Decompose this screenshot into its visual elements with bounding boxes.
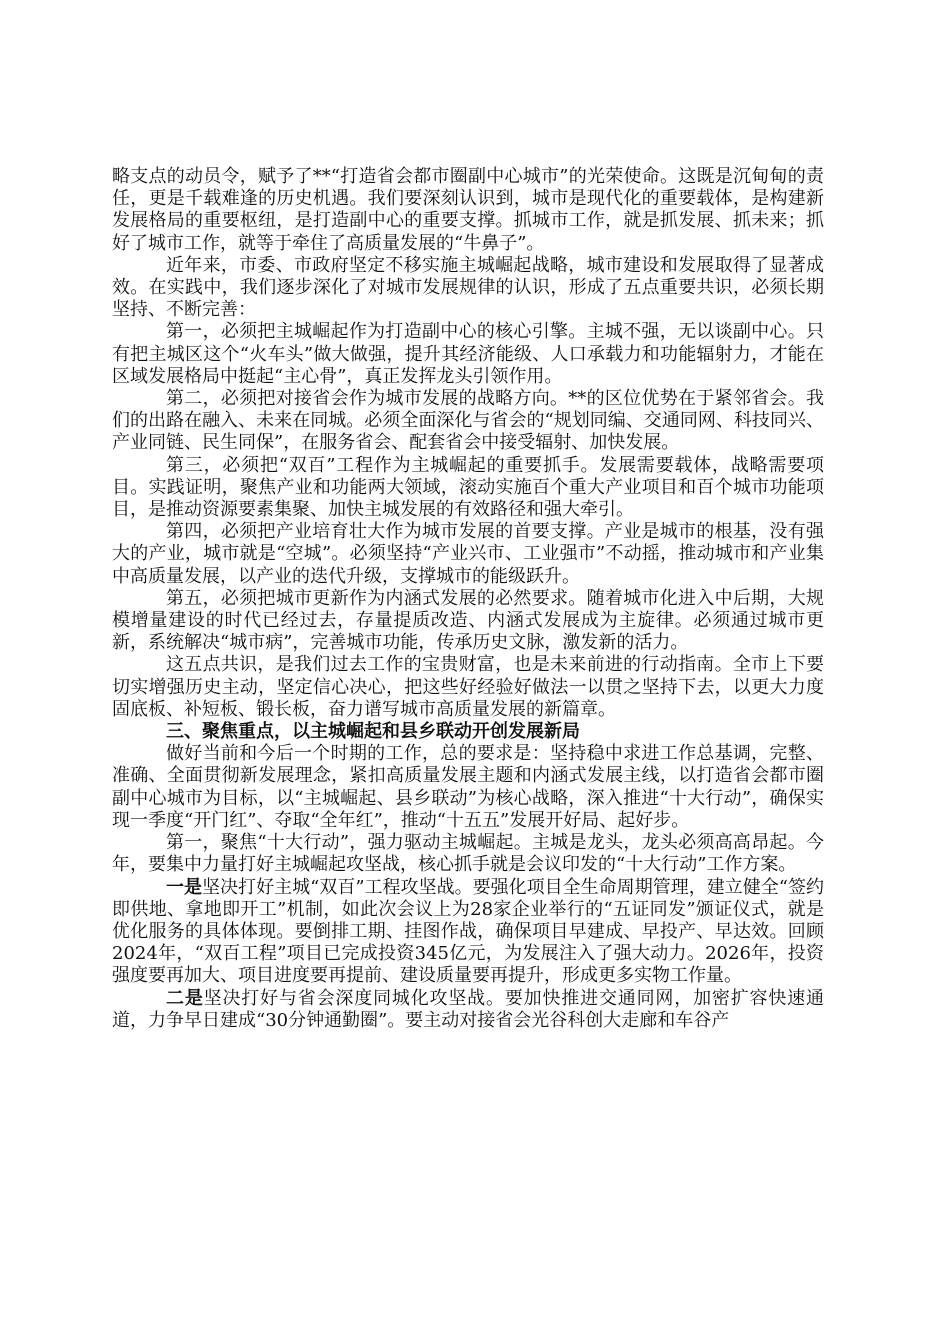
paragraph-achievements: 近年来，市委、市政府坚定不移实施主城崛起战略，城市建设和发展取得了显著成效。在实践中，我们逐步深化了对城市发展规律的认识，形成了五点重要共识，必须长期坚持、不断完善： xyxy=(112,254,824,321)
point-one-text: 坚决打好主城“双百”工程攻坚战。要强化项目全生命周期管理，建立健全“签约即供地、拿地即开工”机制，如此次会议上为28家企业举行的“五证同发”颁证仪式，就是优化服务的具体体现。要倒排工期、挂图作战，确保项目早建成、早投产、早达效。回顾2024年，“双百工程”项目已完成投资345亿元，为发展注入了强大动力。2026年，投资强度要再加大、项目进度要再提前、建设质量要再提升，形成更多实物工作量。 xyxy=(112,876,825,987)
paragraph-general-requirements: 做好当前和今后一个时期的工作，总的要求是：坚持稳中求进工作总基调，完整、准确、全面贯彻新发展理念，紧扣高质量发展主题和内涵式发展主线，以打造省会都市圈副中心城市为目标，以“主城崛起、县乡联动”为核心战略，深入推进“十大行动”，确保实现一季度“开门红”、夺取“全年红”，推动“十五五”发展开好局、起好步。 xyxy=(112,743,824,831)
paragraph-continuation: 略支点的动员令，赋予了**“打造省会都市圈副中心城市”的光荣使命。这既是沉甸甸的责任，更是千载难逢的历史机遇。我们要深刻认识到，城市是现代化的重要载体，是构建新发展格局的重要枢纽，是打造副中心的重要支撑。抓城市工作，就是抓发展、抓未来；抓好了城市工作，就等于牵住了高质量发展的“牛鼻子”。 xyxy=(112,166,824,254)
paragraph-consensus-2: 第二，必须把对接省会作为城市发展的战略方向。**的区位优势在于紧邻省会。我们的出路在融入、未来在同城。必须全面深化与省会的“规划同编、交通同网、科技同兴、产业同链、民生同保”，在服务省会、配套省会中接受辐射、加快发展。 xyxy=(112,388,824,454)
paragraph-ten-actions: 第一，聚焦“十大行动”，强力驱动主城崛起。主城是龙头，龙头必须高高昂起。今年，要集中力量打好主城崛起攻坚战，核心抓手就是会议印发的“十大行动”工作方案。 xyxy=(112,832,824,876)
paragraph-consensus-summary: 这五点共识，是我们过去工作的宝贵财富，也是未来前进的行动指南。全市上下要切实增强历史主动，坚定信心决心，把这些好经验好做法一以贯之坚持下去，以更大力度固底板、补短板、锻长板，奋力谱写城市高质量发展的新篇章。 xyxy=(112,654,824,720)
paragraph-consensus-1: 第一，必须把主城崛起作为打造副中心的核心引擎。主城不强，无以谈副中心。只有把主城区这个“火车头”做大做强，提升其经济能级、人口承载力和功能辐射力，才能在区域发展格局中挺起“主心骨”，真正发挥龙头引领作用。 xyxy=(112,321,824,387)
section-heading: 三、聚焦重点，以主城崛起和县乡联动开创发展新局 xyxy=(166,721,580,743)
paragraph-consensus-4: 第四，必须把产业培育壮大作为城市发展的首要支撑。产业是城市的根基，没有强大的产业，城市就是“空城”。必须坚持“产业兴市、工业强市”不动摇，推动城市和产业集中高质量发展，以产业的迭代升级，支撑城市的能级跃升。 xyxy=(112,521,824,587)
point-one-lead: 一是 xyxy=(166,876,203,898)
document-body xyxy=(112,166,824,1032)
point-two-text: 坚决打好与省会深度同城化攻坚战。要加快推进交通同网，加密扩容快速通道，力争早日建成“30分钟通勤圈”。要主动对接省会光谷科创大走廊和车谷产 xyxy=(112,987,825,1031)
paragraph-consensus-3: 第三，必须把“双百”工程作为主城崛起的重要抓手。发展需要载体，战略需要项目。实践证明，聚焦产业和功能两大领域，滚动实施百个重大产业项目和百个城市功能项目，是推动资源要素集聚、加快主城发展的有效路径和强大牵引。 xyxy=(112,454,824,521)
paragraph-consensus-5: 第五，必须把城市更新作为内涵式发展的必然要求。随着城市化进入中后期，大规模增量建设的时代已经过去，存量提质改造、内涵式发展成为主旋律。必须通过城市更新，系统解决“城市病”，完善城市功能，传承历史文脉，激发新的活力。 xyxy=(112,587,824,654)
paragraph-point-two xyxy=(112,988,824,1032)
paragraph-point-one xyxy=(112,877,824,988)
point-two-lead: 二是 xyxy=(166,987,204,1009)
